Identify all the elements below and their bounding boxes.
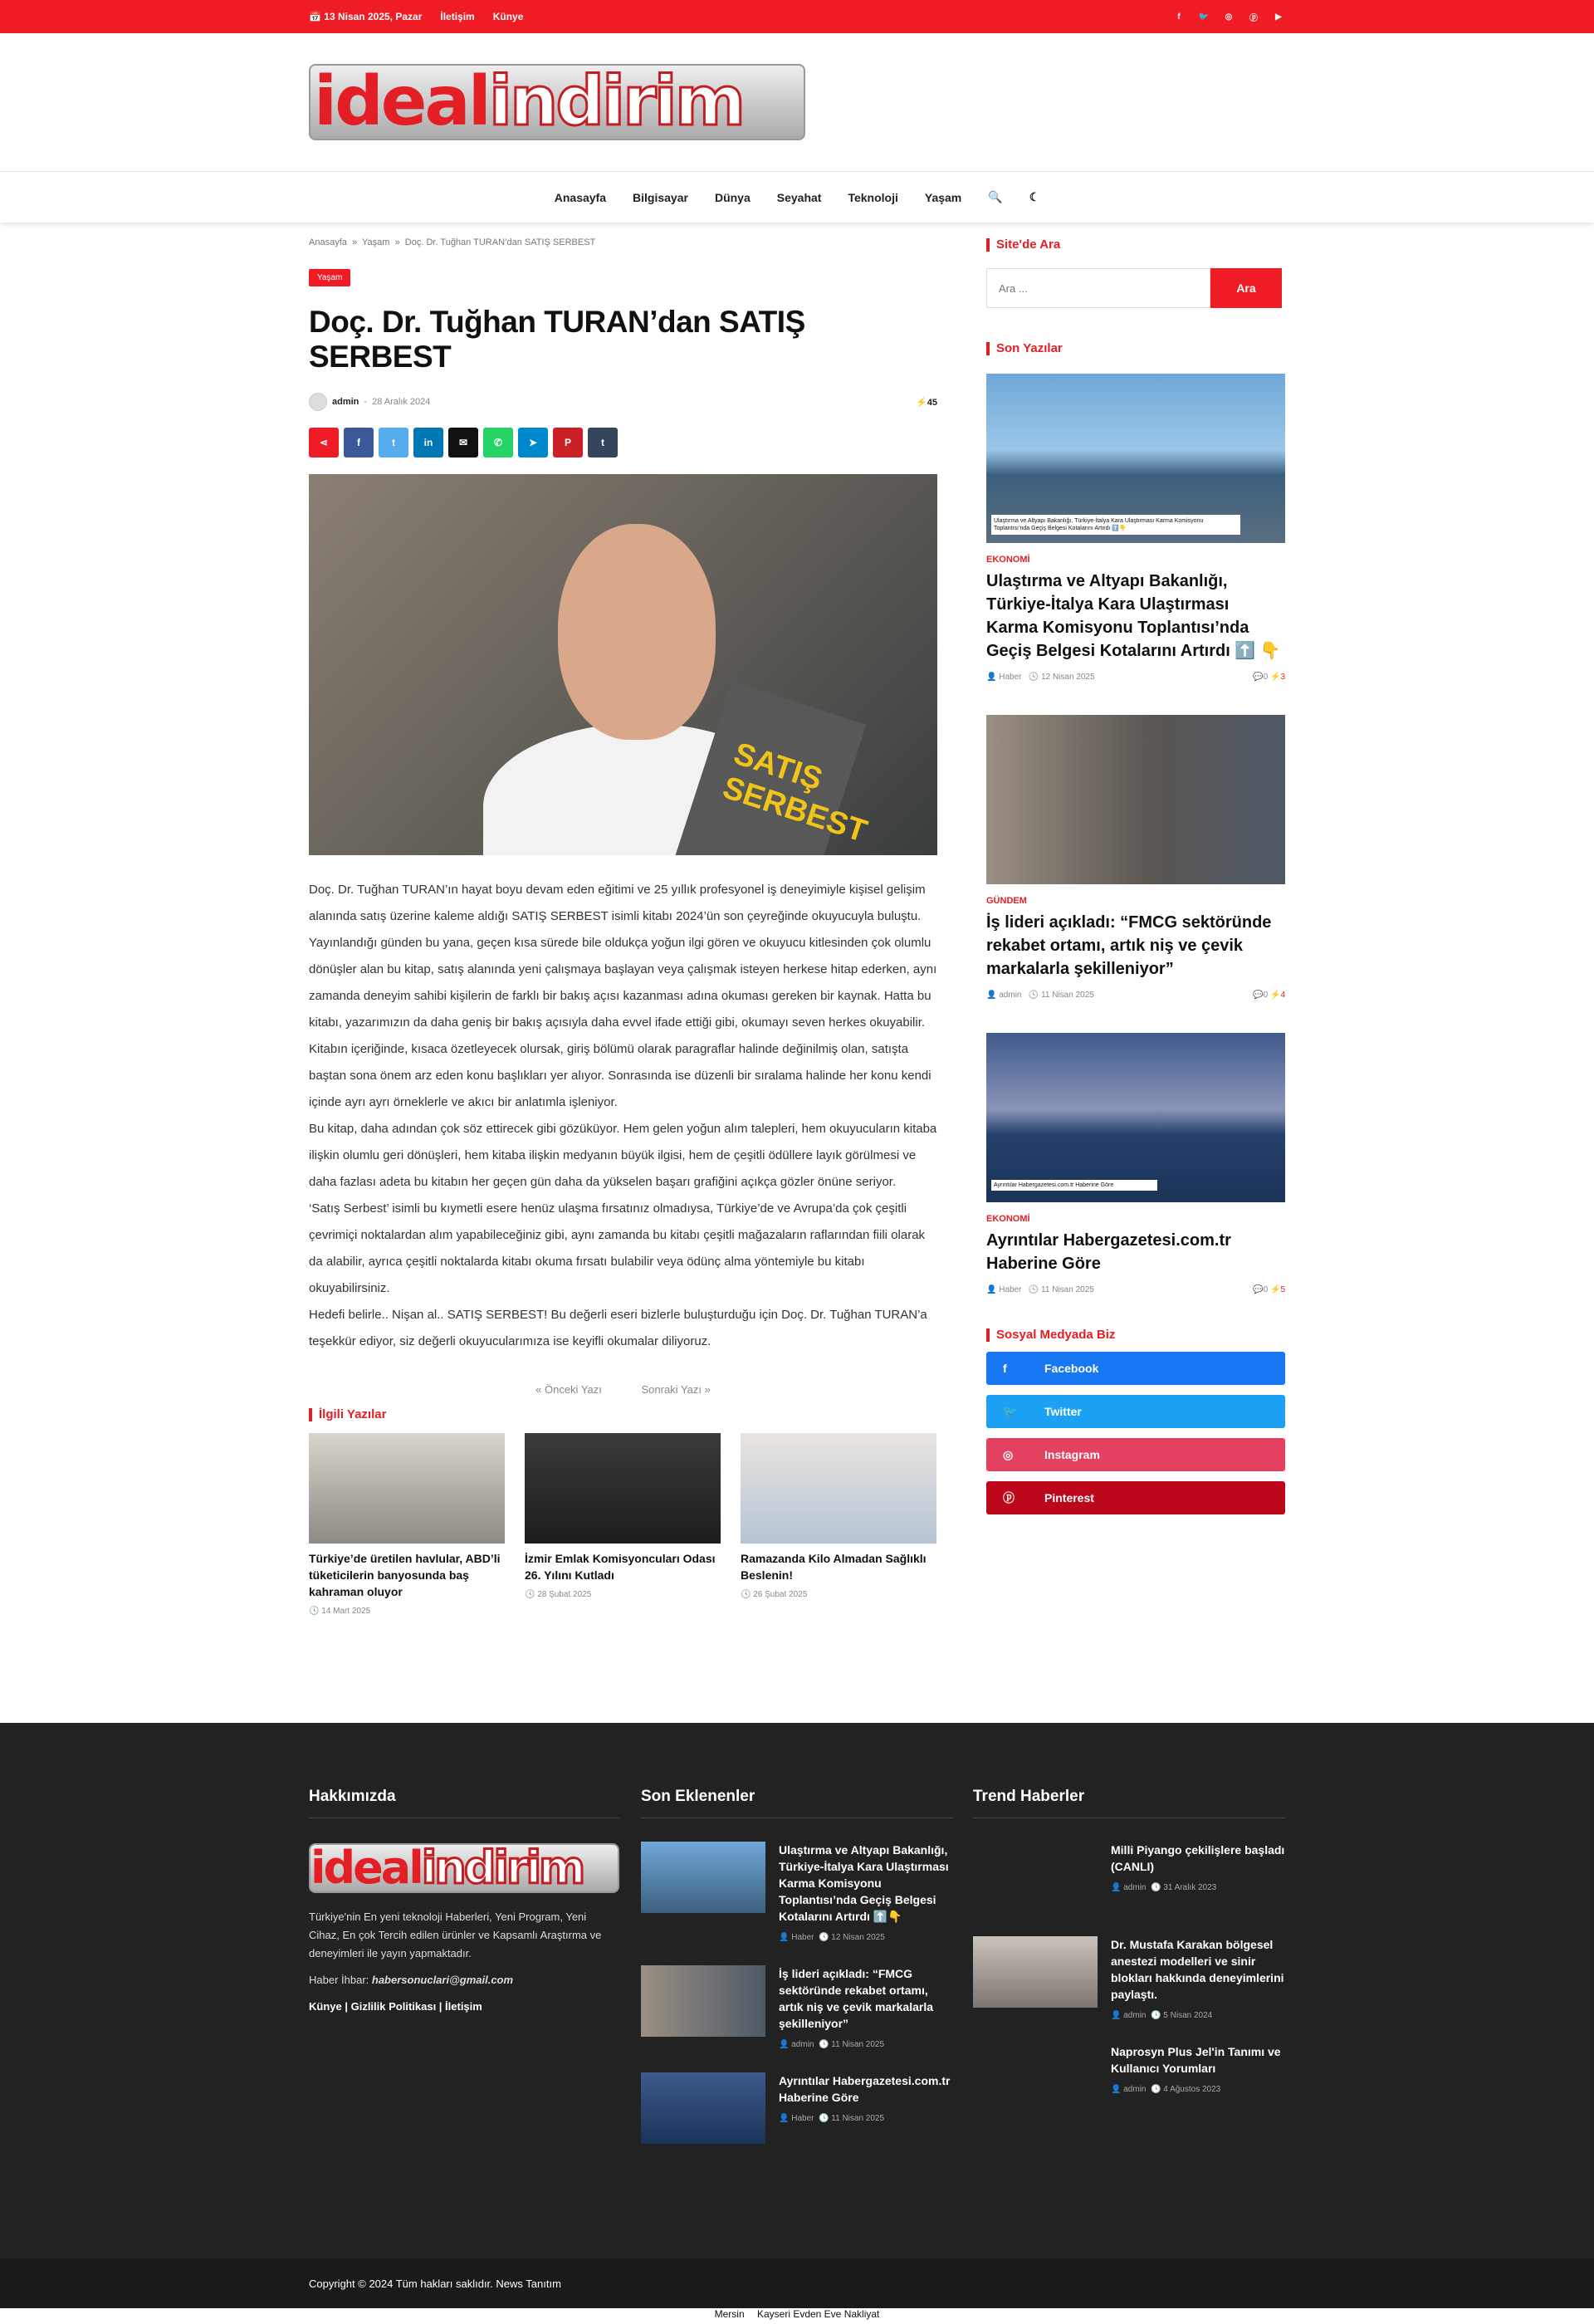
instagram-icon[interactable]: ◎: [1225, 12, 1233, 22]
bottom-links: [0, 2308, 1594, 2324]
footer-item-author: admin: [1123, 1883, 1147, 1892]
copyright-text: Copyright © 2024 Tüm hakları saklıdır. News Tanıtım: [309, 2277, 561, 2290]
meta-separator: -: [364, 397, 368, 407]
related-title: İlgili Yazılar: [309, 1407, 937, 1421]
instagram-follow-button[interactable]: [986, 1438, 1285, 1471]
copyright-bar: [0, 2258, 1594, 2308]
related-item-date: 🕓 28 Şubat 2025: [525, 1590, 592, 1599]
user-icon: 👤: [986, 991, 997, 1000]
footer-item-title[interactable]: Ulaştırma ve Altyapı Bakanlığı, Türkiye-İtalya Kara Ulaştırması Karma Komisyonu Toplantısı’nda Geçiş Belgesi Kotalarını Artırdı ⬆️👇: [779, 1843, 949, 1923]
pinterest-icon[interactable]: ⓟ: [1249, 13, 1258, 23]
bottom-link[interactable]: Mersin: [714, 2308, 745, 2320]
footer-item-image[interactable]: [973, 1936, 1098, 2008]
post-title[interactable]: Ayrıntılar Habergazetesi.com.tr Haberine Göre: [986, 1231, 1231, 1273]
linkedin-share-icon[interactable]: in: [413, 428, 443, 457]
post-author: Haber: [999, 673, 1022, 682]
footer-trending: [973, 1788, 1285, 2115]
article-paragraph: Doç. Dr. Tuğhan TURAN’ın hayat boyu devam eden eğitimi ve 25 yıllık profesyonel iş deneyimiyle kişisel gelişim alanında satış üzerine kaleme aldığı SATIŞ SERBEST isimli kitabı 2024’ün son çeyreğinde okuyucuyla buluştu. Yayınlandığı günden bu yana, geçen kısa sürede bile oldukça yoğun ilgi gören ve okuyucu kitlesinden çok olumlu dönüşler alan bu kitap, satış alanında yeni çalışmaya başlayan veya çalışmak isteyen herkese hitap ederken, aynı zamanda deneyim sahibi kişilerin de farklı bir bakış açısı kazanması adına okuması gereken bir kaynak. Hatta bu kitabı, yazarımızın da daha geniş bir bakış açısıyla daha evvel ifade ettiği gibi, okumayı seven herkes okuyabilir.: [309, 883, 937, 1030]
email-share-icon[interactable]: ✉: [448, 428, 478, 457]
footer-logo-part1: ideal: [310, 1842, 422, 1894]
article-hero-image: [309, 474, 937, 855]
footer-trend-title: Trend Haberler: [973, 1788, 1285, 1818]
post-comments: 0: [1263, 991, 1269, 1000]
facebook-follow-button[interactable]: [986, 1352, 1285, 1385]
share-icon[interactable]: ⋖: [309, 428, 339, 457]
footer-latest-item[interactable]: [641, 1965, 953, 2049]
instagram-icon: ◎: [1003, 1447, 1014, 1461]
footer-item-date: 12 Nisan 2025: [831, 1933, 885, 1942]
search-widget-title: Site'de Ara: [986, 237, 1285, 252]
footer-item-author: admin: [791, 2040, 814, 2049]
footer-about-title: Hakkımızda: [309, 1788, 619, 1818]
post-image-caption: Ayrıntılar Habergazetesi.com.tr Haberine Göre: [991, 1180, 1157, 1191]
post-image[interactable]: [986, 715, 1285, 884]
related-image[interactable]: [309, 1433, 505, 1544]
footer-latest-item[interactable]: [641, 2072, 953, 2144]
related-item-date-text: 28 Şubat 2025: [537, 1590, 592, 1599]
twitter-share-icon[interactable]: t: [379, 428, 408, 457]
footer-ihbar-label: Haber İhbar:: [309, 1974, 369, 1986]
nav-item-travel[interactable]: Seyahat: [776, 190, 822, 204]
instagram-label: Instagram: [1044, 1448, 1100, 1461]
topbar-link-contact[interactable]: İletişim: [440, 11, 475, 22]
date-display: 📅 13 Nisan 2025, Pazar: [309, 11, 423, 22]
clock-icon: 🕓: [1028, 991, 1039, 1000]
nav-item-world[interactable]: Dünya: [714, 190, 751, 204]
bolt-icon: ⚡: [1269, 991, 1281, 1000]
footer-item-title[interactable]: Ayrıntılar Habergazetesi.com.tr Haberine Göre: [779, 2074, 951, 2104]
post-category[interactable]: GÜNDEM: [986, 896, 1027, 906]
avatar: [309, 393, 327, 411]
bolt-icon: ⚡: [916, 397, 927, 408]
footer-item-date: 11 Nisan 2025: [831, 2040, 885, 2049]
topbar-link-kunye[interactable]: Künye: [492, 11, 524, 22]
related-item[interactable]: [525, 1433, 721, 1616]
footer-item-image[interactable]: [641, 1965, 765, 2037]
youtube-icon[interactable]: ▶: [1275, 12, 1282, 22]
post-date: 11 Nisan 2025: [1041, 1285, 1094, 1294]
article-paragraph: ‘Satış Serbest’ isimli bu kıymetli esere henüz ulaşma fırsatınız olmadıysa, Türkiye’de ve Avrupa’da çok çeşitli çevrimiçi noktalardan alım yapabileceğiniz gibi, aynı zamanda bu kitabı çeşitli mağazaların raflarından fiili olarak da alabilir, ayrıca çeşitli noktalarda kitabı okuma fırsatı bulabilir veya ödünç alma yöntemiyle bu kitabı okuyabilirsiniz.: [309, 1201, 926, 1295]
site-footer: [0, 1723, 1594, 2258]
facebook-share-icon[interactable]: f: [344, 428, 374, 457]
clock-icon: 🕓: [1028, 673, 1039, 682]
footer-item-author: Haber: [791, 2114, 814, 2123]
nav-item-computer[interactable]: Bilgisayar: [633, 190, 688, 204]
footer-item-image[interactable]: [641, 2072, 765, 2144]
related-item[interactable]: [309, 1433, 505, 1616]
nav-item-home[interactable]: Anasayfa: [554, 190, 607, 204]
post-navigation: [309, 1383, 937, 1396]
footer-item-title[interactable]: Dr. Mustafa Karakan bölgesel anestezi modelleri ve sinir blokları hakkında deneyimlerini paylaştı.: [1111, 1938, 1284, 2001]
post-meta: [986, 991, 1285, 1000]
footer-trend-item[interactable]: [973, 1936, 1285, 2020]
logo-part2: indirim: [488, 62, 744, 141]
footer-item-title[interactable]: Milli Piyango çekilişlere başladı (CANLI): [1111, 1843, 1285, 1873]
post-views: 5: [1280, 1285, 1285, 1294]
article-paragraph: Bu kitap, daha adından çok söz ettirecek gibi gözüküyor. Hem gelen yoğun alım talepleri, hem okuyucuların kitaba ilişkin olumlu geri dönüşleri, hem kitaba ilişkin medyanın büyük ilgisi, hem de çeşitli ödüllere layık görülmesi ve daha fazlası adeta bu kitabın her geçen gün daha da yükselen başarı grafiğini açıkça gözler önüne seriyor.: [309, 1122, 937, 1189]
post-views: 4: [1280, 991, 1285, 1000]
search-form: [986, 268, 1285, 308]
date-text: 13 Nisan 2025, Pazar: [324, 11, 423, 22]
pinterest-share-icon[interactable]: P: [553, 428, 583, 457]
post-date: 11 Nisan 2025: [1041, 991, 1094, 1000]
user-icon: 👤: [986, 673, 997, 682]
footer-item-date: 4 Ağustos 2023: [1163, 2085, 1221, 2094]
footer-ihbar-email[interactable]: habersonuclari@gmail.com: [371, 1974, 514, 1986]
post-date: 12 Nisan 2025: [1041, 673, 1095, 682]
pinterest-label: Pinterest: [1044, 1491, 1094, 1504]
footer-item-image[interactable]: [973, 1842, 1098, 1913]
footer-item-title[interactable]: Naprosyn Plus Jel'in Tanımı ve Kullanıcı Yorumları: [1111, 2045, 1281, 2075]
footer-links[interactable]: Künye | Gizlilik Politikası | İletişim: [309, 2000, 482, 2013]
bolt-icon: ⚡: [1269, 673, 1281, 682]
tumblr-share-icon[interactable]: t: [588, 428, 618, 457]
article-meta: [309, 393, 937, 411]
search-icon[interactable]: 🔍: [988, 190, 1003, 203]
footer-about: [309, 1788, 619, 2016]
footer-about-text: Türkiye'nin En yeni teknoloji Haberleri, Yeni Program, Yeni Cihaz, En çok Tercih edilen ürünler ve Kapsamlı Araştırma ve deneyimleri ile yayın yapmaktadır.: [309, 1911, 602, 1959]
site-header: [0, 33, 1594, 171]
twitter-icon: 🐦: [1003, 1404, 1018, 1418]
breadcrumb: Anasayfa » Yaşam » Doç. Dr. Tuğhan TURAN’dan SATIŞ SERBEST: [309, 237, 596, 247]
twitter-label: Twitter: [1044, 1405, 1082, 1418]
footer-trend-item[interactable]: [973, 1842, 1285, 1913]
search-button[interactable]: Ara: [1210, 268, 1282, 308]
footer-logo-part2: indirim: [421, 1842, 584, 1894]
article-column: [309, 237, 937, 1616]
footer-trend-item[interactable]: [973, 2043, 1285, 2115]
footer-item-meta: 👤 admin 🕓 4 Ağustos 2023: [1111, 2085, 1221, 2094]
clock-icon: 🕓: [1028, 1285, 1039, 1294]
article-title: Doç. Dr. Tuğhan TURAN’dan SATIŞ SERBEST: [309, 305, 805, 374]
footer-item-date: 5 Nisan 2024: [1163, 2011, 1213, 2020]
related-item-title[interactable]: İzmir Emlak Komisyoncuları Odası 26. Yılını Kutladı: [525, 1552, 716, 1582]
bottom-link[interactable]: Kayseri Evden Eve Nakliyat: [756, 2308, 880, 2320]
related-item-date-text: 14 Mart 2025: [321, 1607, 371, 1616]
related-item-date: 🕓 26 Şubat 2025: [741, 1590, 808, 1599]
footer-item-image[interactable]: [641, 1842, 765, 1913]
footer-item-meta: 👤 admin 🕓 5 Nisan 2024: [1111, 2011, 1213, 2020]
twitter-follow-button[interactable]: [986, 1395, 1285, 1428]
recent-post[interactable]: [986, 715, 1285, 1000]
bolt-icon: ⚡: [1269, 1285, 1281, 1294]
user-icon: 👤: [986, 1285, 997, 1294]
prev-post-link[interactable]: « Önceki Yazı: [535, 1383, 602, 1396]
footer-item-meta: 👤 Haber 🕓 11 Nisan 2025: [779, 2114, 885, 2123]
breadcrumb-current: Doç. Dr. Tuğhan TURAN’dan SATIŞ SERBEST: [404, 237, 596, 247]
whatsapp-share-icon[interactable]: ✆: [483, 428, 513, 457]
nav-item-life[interactable]: Yaşam: [924, 190, 962, 204]
footer-item-meta: 👤 admin 🕓 31 Aralık 2023: [1111, 1883, 1217, 1892]
post-author: Haber: [999, 1285, 1022, 1294]
recent-posts-title: Son Yazılar: [986, 341, 1285, 355]
author-name[interactable]: admin: [332, 397, 359, 407]
comment-icon: 💬: [1253, 1285, 1264, 1294]
footer-item-meta: 👤 admin 🕓 11 Nisan 2025: [779, 2040, 885, 2049]
related-item-date: 🕓 14 Mart 2025: [309, 1607, 371, 1616]
footer-item-image[interactable]: [973, 2043, 1098, 2115]
related-posts: [309, 1407, 937, 1616]
site-logo[interactable]: [309, 61, 805, 144]
related-image[interactable]: [525, 1433, 721, 1544]
post-category[interactable]: EKONOMİ: [986, 555, 1030, 565]
footer-item-meta: 👤 Haber 🕓 12 Nisan 2025: [779, 1933, 885, 1942]
social-widget-title: Sosyal Medyada Biz: [986, 1328, 1285, 1342]
post-image-caption: Ulaştırma ve Altyapı Bakanlığı, Türkiye-İtalya Kara Ulaştırması Karma Komisyonu Toplantısı’nda Geçiş Belgesi Kotalarını Artırdı ⬆️👇: [991, 515, 1240, 535]
next-post-link[interactable]: Sonraki Yazı »: [641, 1383, 711, 1396]
main-nav: [0, 171, 1594, 223]
footer-ihbar: [309, 1971, 619, 1989]
category-badge[interactable]: Yaşam: [309, 269, 350, 286]
footer-item-date: 31 Aralık 2023: [1163, 1883, 1217, 1892]
article-body: [309, 877, 937, 1355]
related-item-title[interactable]: Ramazanda Kilo Almadan Sağlıklı Beslenin!: [741, 1552, 927, 1582]
view-count-value: 45: [927, 397, 937, 408]
breadcrumb-home[interactable]: Anasayfa: [309, 237, 347, 247]
comment-icon: 💬: [1253, 991, 1264, 1000]
footer-item-date: 11 Nisan 2025: [831, 2114, 885, 2123]
twitter-icon[interactable]: 🐦: [1198, 12, 1210, 22]
footer-item-title[interactable]: İş lideri açıkladı: “FMCG sektöründe rekabet ortamı, artık niş ve çevik markalarla şekilleniyor”: [779, 1967, 934, 2030]
post-comments: 0: [1263, 673, 1269, 682]
post-category[interactable]: EKONOMİ: [986, 1214, 1030, 1224]
recent-post[interactable]: [986, 1033, 1285, 1294]
footer-item-author: Haber: [791, 1933, 814, 1942]
comment-icon: 💬: [1253, 673, 1264, 682]
footer-latest-title: Son Eklenenler: [641, 1788, 953, 1818]
top-bar: [0, 0, 1594, 33]
footer-latest: [641, 1788, 953, 2144]
post-image[interactable]: [986, 1033, 1285, 1202]
post-title[interactable]: Ulaştırma ve Altyapı Bakanlığı, Türkiye-İtalya Kara Ulaştırması Karma Komisyonu Toplantısı’nda Geçiş Belgesi Kotalarını Artırdı ⬆️ 👇: [986, 572, 1281, 660]
book-title: SATIŞ SERBEST: [718, 736, 872, 849]
search-input[interactable]: [986, 268, 1210, 308]
facebook-icon: f: [1003, 1362, 1007, 1375]
facebook-icon[interactable]: f: [1177, 12, 1181, 22]
nav-item-tech[interactable]: Teknoloji: [848, 190, 898, 204]
facebook-label: Facebook: [1044, 1362, 1099, 1375]
related-item[interactable]: [741, 1433, 936, 1616]
post-comments: 0: [1263, 1285, 1269, 1294]
footer-logo[interactable]: [309, 1842, 619, 1895]
pinterest-icon: ⓟ: [1003, 1491, 1015, 1504]
breadcrumb-category[interactable]: Yaşam: [362, 237, 390, 247]
post-author: admin: [999, 991, 1022, 1000]
share-buttons: [309, 428, 937, 457]
article-paragraph: Hedefi belirle.. Nişan al.. SATIŞ SERBEST! Bu değerli eseri bizlerle buluşturduğu için Doç. Dr. Tuğhan TURAN’a teşekkür ediyor, siz değerli okuyucularımıza ise keyifli okumalar diliyoruz.: [309, 1308, 927, 1348]
article-paragraph: Kitabın içeriğinde, kısaca özetleyecek olursak, giriş bölümü olarak paragraflar halinde değinilmiş olan, satışta baştan sona önem arz eden konu başlıkları yer alıyor. Sonrasında ise düzenli bir sıralama halinde her konu kendi içinde ayrı ayrı örneklerle ve akıcı bir anlatımla işleniyor.: [309, 1042, 931, 1109]
post-image[interactable]: [986, 374, 1285, 543]
view-count: [916, 397, 937, 408]
dark-mode-icon[interactable]: ☾: [1029, 190, 1040, 203]
footer-item-author: admin: [1123, 2011, 1147, 2020]
recent-post[interactable]: [986, 374, 1285, 682]
related-item-date-text: 26 Şubat 2025: [753, 1590, 808, 1599]
related-image[interactable]: [741, 1433, 936, 1544]
article-date: 28 Aralık 2024: [372, 397, 431, 407]
footer-item-author: admin: [1123, 2085, 1147, 2094]
related-item-title[interactable]: Türkiye’de üretilen havlular, ABD’li tüketicilerin banyosunda baş kahraman oluyor: [309, 1552, 501, 1598]
footer-latest-item[interactable]: [641, 1842, 953, 1942]
main-area: [0, 223, 1594, 1721]
telegram-share-icon[interactable]: ➤: [518, 428, 548, 457]
post-views: 3: [1280, 673, 1285, 682]
logo-part1: ideal: [314, 62, 489, 141]
pinterest-follow-button[interactable]: [986, 1481, 1285, 1514]
post-title[interactable]: İş lideri açıkladı: “FMCG sektöründe rekabet ortamı, artık niş ve çevik markalarla şekilleniyor”: [986, 913, 1272, 978]
post-meta: [986, 673, 1285, 682]
post-meta: [986, 1285, 1285, 1294]
sidebar: [986, 237, 1285, 1514]
